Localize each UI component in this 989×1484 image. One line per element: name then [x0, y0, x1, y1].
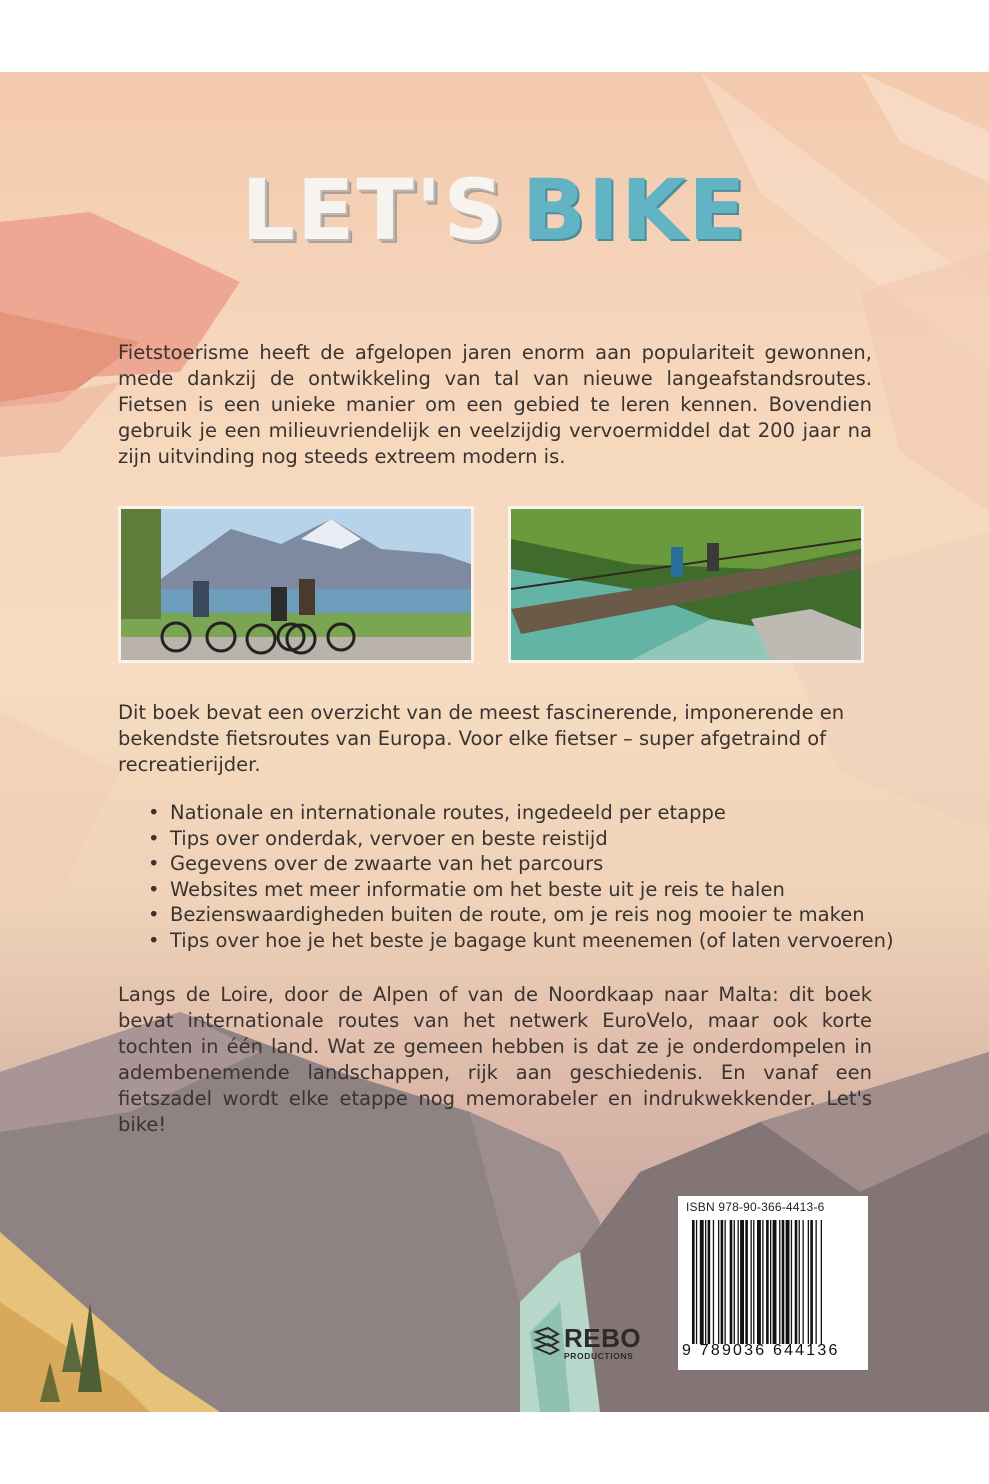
barcode-bar: [730, 1220, 733, 1344]
barcode-bar: [795, 1220, 798, 1344]
barcode-bar: [725, 1220, 726, 1344]
barcode-bar: [773, 1220, 777, 1344]
barcode-panel: [678, 1196, 868, 1370]
barcode-bar: [700, 1220, 704, 1344]
barcode-bar: [782, 1220, 785, 1344]
list-item: • Gegevens over de zwaarte van het parcours: [146, 851, 886, 877]
barcode-bar: [799, 1220, 800, 1344]
photo-bridge-cyclists: [508, 506, 864, 663]
barcode-bar: [803, 1220, 804, 1344]
barcode-icon: [692, 1220, 860, 1344]
lake-cyclists-image: [121, 509, 471, 660]
barcode-bar: [786, 1220, 790, 1344]
barcode-bar: [816, 1220, 817, 1344]
isbn-label: ISBN 978-90-366-4413-6: [686, 1200, 825, 1214]
barcode-bar: [718, 1220, 719, 1344]
intro-paragraph: Fietstoerisme heeft de afgelopen jaren enorm aan populariteit gewonnen, mede dankzij de ontwikkeling van tal van nieuwe langeafstandsroutes. Fietsen is een unieke manier om een gebied te leren kennen. Bovendien gebruik je een milieuvriendelijk en veelzijdig vervoermiddel dat 200 jaar na zijn uitvinding nog steeds extreem modern is.: [118, 341, 872, 468]
barcode-bar: [821, 1220, 822, 1344]
barcode-bar: [810, 1220, 813, 1344]
list-item: • Nationale en internationale routes, ingedeeld per etappe: [146, 800, 886, 826]
barcode-bar: [779, 1220, 780, 1344]
feature-list: [146, 800, 894, 953]
barcode-bar: [734, 1220, 735, 1344]
list-item: • Tips over hoe je het beste je bagage kunt meenemen (of laten vervoeren): [146, 928, 886, 954]
book-title: [0, 161, 989, 259]
barcode-bar: [745, 1220, 748, 1344]
title-bike: BIKE: [521, 161, 748, 259]
list-item: • Bezienswaardigheden buiten de route, om je reis nog mooier te maken: [146, 902, 886, 928]
barcode-bar: [791, 1220, 792, 1344]
title-lets: LET'S: [241, 161, 506, 259]
barcode-bar: [770, 1220, 771, 1344]
barcode-bar: [753, 1220, 754, 1344]
list-item: • Tips over onderdak, vervoer en beste reistijd: [146, 826, 886, 852]
summary-paragraph: Dit boek bevat een overzicht van de meest fascinerende, imponerende en bekendste fietsroutes van Europa. Voor elke fietser – super afgetraind of recreatierijder.: [118, 701, 845, 776]
rebo-logo-icon: [532, 1326, 562, 1360]
publisher-name: REBO: [564, 1323, 642, 1353]
barcode-bar: [762, 1220, 763, 1344]
barcode-bar: [713, 1220, 714, 1344]
list-item: • Websites met meer informatie om het beste uit je reis te halen: [146, 877, 886, 903]
barcode-bar: [708, 1220, 711, 1344]
barcode-bar: [692, 1220, 695, 1344]
barcode-bar: [766, 1220, 769, 1344]
barcode-bar: [696, 1220, 697, 1344]
bridge-cyclists-image: [511, 509, 861, 660]
barcode-bar: [751, 1220, 752, 1344]
barcode-bar: [721, 1220, 724, 1344]
book-back-cover: [0, 72, 989, 1412]
photo-lake-cyclists: [118, 506, 474, 663]
publisher-sub: PRODUCTIONS: [564, 1351, 634, 1361]
barcode-bar: [757, 1220, 761, 1344]
barcode-bar: [705, 1220, 706, 1344]
barcode-bar: [740, 1220, 744, 1344]
barcode-bar: [738, 1220, 739, 1344]
closing-paragraph: Langs de Loire, door de Alpen of van de Noordkaap naar Malta: dit boek bevat internationale routes van het netwerk EuroVelo, maar ook korte tochten in één land. Wat ze gemeen hebben is dat ze je onderdompelen in adembenemende landschappen, rijk aan geschiedenis. En vanaf een fietszadel wordt elke etappe nog memorabeler en indrukwekkender. Let's bike!: [118, 983, 872, 1136]
ean-number: 9 789036 644136: [682, 1342, 840, 1359]
barcode-bar: [808, 1220, 809, 1344]
publisher-logo: [532, 1324, 662, 1366]
